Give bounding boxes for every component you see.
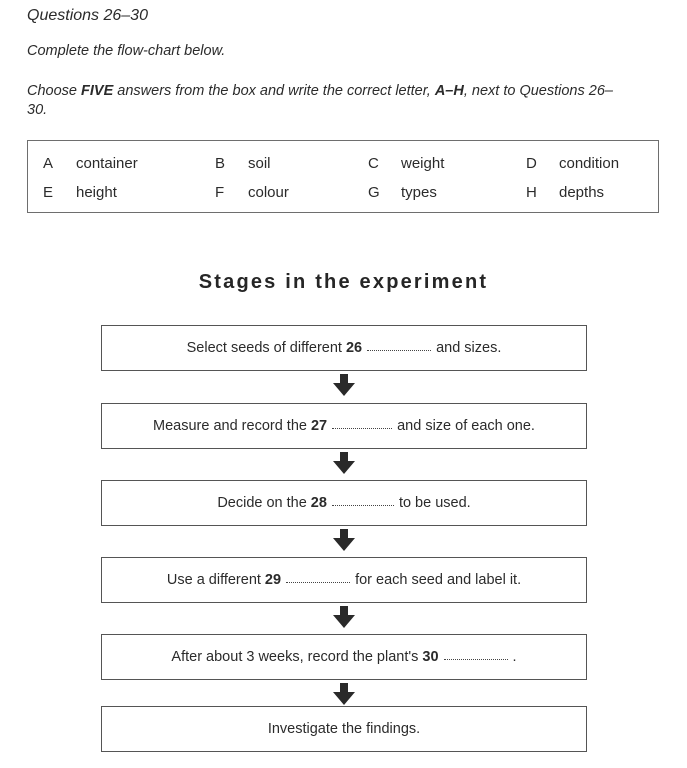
option-e: E height [43, 184, 117, 201]
section-heading: Questions 26–30 [27, 7, 148, 24]
answer-blank-29[interactable] [286, 582, 350, 583]
option-h: H depths [526, 184, 605, 201]
question-number-28: 28 [310, 495, 327, 511]
instruction-complete: Complete the flow-chart below. [27, 43, 226, 59]
question-number-27: 27 [310, 418, 328, 434]
option-g: G types [368, 184, 437, 201]
flowchart-stage-3: Decide on the 28 to be used. [101, 480, 587, 526]
question-number-29: 29 [264, 572, 282, 588]
options-box [27, 140, 659, 213]
question-number-26: 26 [345, 340, 363, 356]
answer-blank-30[interactable] [444, 659, 508, 660]
flowchart-stage-2: Measure and record the 27 and size of each one. [101, 403, 587, 449]
flowchart-stage-5: After about 3 weeks, record the plant's 30 . [101, 634, 587, 680]
down-arrow-icon [332, 528, 356, 552]
option-b: B soil [215, 155, 271, 172]
flowchart-stage-6: Investigate the findings. [101, 706, 587, 752]
flowchart-stage-1: Select seeds of different 26 and sizes. [101, 325, 587, 371]
down-arrow-icon [332, 682, 356, 706]
down-arrow-icon [332, 605, 356, 629]
answer-blank-28[interactable] [332, 505, 394, 506]
option-f: F colour [215, 184, 289, 201]
option-a: A container [43, 155, 138, 172]
option-d: D condition [526, 155, 620, 172]
instruction-choose: Choose FIVE answers from the box and write the correct letter, A–H, next to Questions 26–30. [27, 83, 613, 118]
flowchart-stage-4: Use a different 29 for each seed and label it. [101, 557, 587, 603]
option-c: C weight [368, 155, 445, 172]
answer-blank-26[interactable] [367, 350, 431, 351]
flowchart-title: Stages in the experiment [198, 271, 489, 293]
down-arrow-icon [332, 451, 356, 475]
answer-blank-27[interactable] [332, 428, 392, 429]
down-arrow-icon [332, 373, 356, 397]
question-number-30: 30 [422, 649, 439, 665]
